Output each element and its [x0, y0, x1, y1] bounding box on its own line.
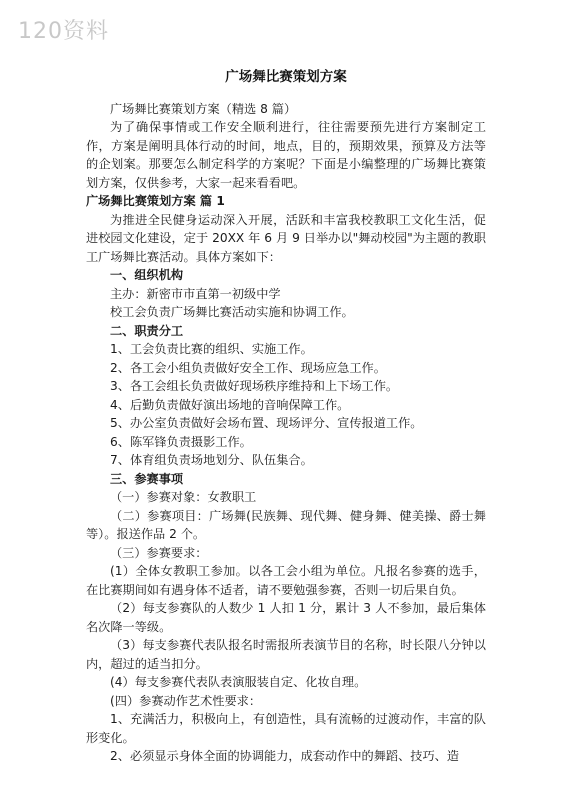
document-title: 广场舞比赛策划方案 — [225, 69, 347, 85]
heading-matters: 三、参赛事项 — [110, 471, 184, 486]
requirement-item: (4）每支参赛代表队表演服装自定、化妆自理。 — [110, 675, 367, 689]
duty-item: 3、各工会组长负责做好现场秩序维持和上下场工作。 — [110, 379, 399, 393]
requirement-item: (1）全体女教职工参加。以各工会小组为单位。凡报名参赛的选手，在比赛期间如有遇身体不适者，请不要勉强参赛，否则一切后果自负。 — [86, 564, 486, 597]
heading-duties: 二、职责分工 — [110, 323, 184, 338]
org-union: 校工会负责广场舞比赛活动实施和协调工作。 — [110, 305, 354, 319]
matter-events: （二）参赛项目：广场舞(民族舞、现代舞、健身舞、健美操、爵士舞等）。报送作品 2 个。 — [86, 508, 486, 541]
matter-participants: （一）参赛对象：女教职工 — [110, 490, 257, 504]
requirement-item: （2）每支参赛队的人数少 1 人扣 1 分，累计 3 人不参加，最后集体名次降一等级。 — [86, 601, 486, 634]
document-subtitle: 广场舞比赛策划方案（精选 8 篇） — [110, 101, 297, 116]
heading-organization: 一、组织机构 — [110, 268, 184, 282]
artistic-item: 2、必须显示身体全面的协调能力，成套动作中的舞蹈、技巧、造 — [110, 749, 460, 763]
duty-item: 4、后勤负责做好演出场地的音响保障工作。 — [110, 397, 350, 412]
artistic-item: 1、充满活力，积极向上，有创造性，具有流畅的过渡动作，丰富的队形变化。 — [86, 712, 486, 745]
requirement-item: （3）每支参赛代表队报名时需报所表演节目的名称，时长限八分钟以内，超过的适当扣分。 — [86, 638, 486, 671]
matter-requirements: （三）参赛要求： — [110, 545, 208, 560]
org-host: 主办：新密市市直第一初级中学 — [110, 286, 281, 301]
matter-artistic: (四）参赛动作艺术性要求： — [110, 693, 262, 708]
duty-item: 1、工会负责比赛的组织、实施工作。 — [110, 342, 313, 356]
duty-item: 7、体育组负责场地划分、队伍集合。 — [110, 453, 313, 467]
intro-paragraph: 为了确保事情或工作安全顺利进行，往往需要预先进行方案制定工作，方案是阐明具体行动的时间，地点，目的，预期效果，预算及方法等的企划案。那要怎么制定科学的方案呢？下面是小编整理的广场舞比赛策划方案，仅供参考，大家一起来看看吧。 — [86, 120, 486, 190]
duty-item: 6、陈军锋负责摄影工作。 — [110, 434, 252, 449]
duty-item: 5、办公室负责做好会场布置、现场评分、宣传报道工作。 — [110, 416, 423, 430]
duty-item: 2、各工会小组负责做好安全工作、现场应急工作。 — [110, 360, 386, 375]
watermark: 120资料 — [18, 19, 109, 44]
document-page — [86, 68, 486, 766]
section-intro-paragraph: 为推进全民健身运动深入开展，活跃和丰富我校教职工文化生活，促进校园文化建设，定于 20XX 年 6 月 9 日举办以"舞动校园"为主题的教职工广场舞比赛活动。具体方案如下： — [86, 212, 486, 264]
section-title: 广场舞比赛策划方案 篇 1 — [86, 194, 225, 208]
